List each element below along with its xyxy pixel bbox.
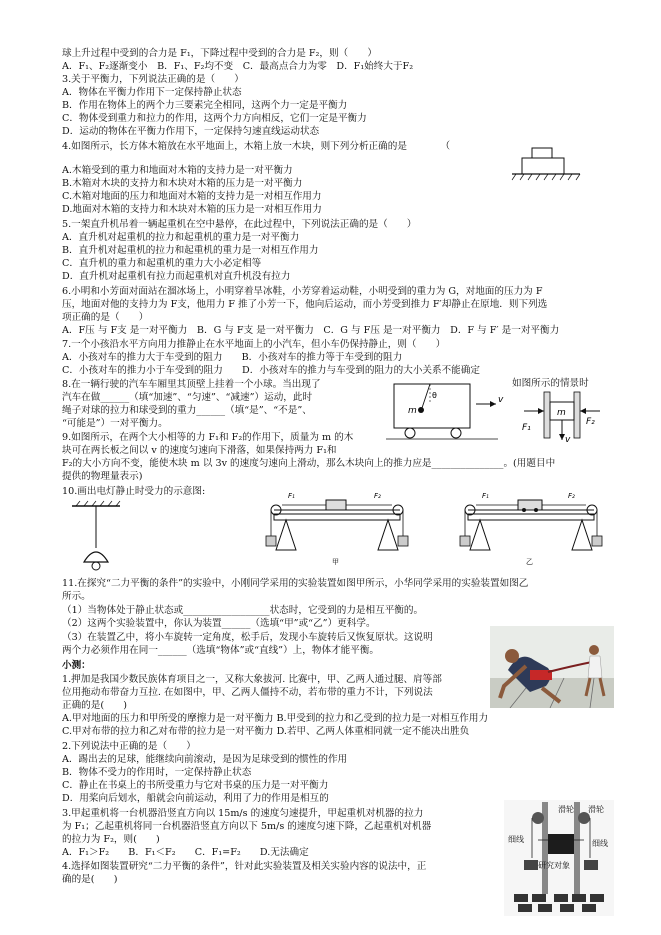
jia-f2-label: F₂	[374, 492, 381, 500]
q6-options: A．F压 与 F支 是一对平衡力 B．G 与 F支 是一对平衡力 C．G 与 F压 是一对平衡力 D．F 与 F′ 是一对平衡力	[62, 325, 560, 336]
quiz-q2-option-c: C．静止在书桌上的书所受重力与它对书桌的压力是一对平衡力	[62, 780, 329, 791]
q3-option-a: A．物体在平衡力作用下一定保持静止状态	[62, 87, 242, 98]
block-velocity-label: v	[565, 435, 571, 445]
car-pendulum-figure	[386, 380, 510, 442]
quiz-q3-stem-3: 的拉力为 F₂，则( )	[62, 834, 160, 845]
q4-stem: 4.如图所示，长方体木箱放在水平地面上，木箱上放一木块，则下列分析正确的是 （	[62, 141, 451, 152]
q6-stem-3: 项正确的是（ ）	[62, 312, 149, 323]
tug-of-war-photo	[490, 626, 614, 708]
quiz-q3-stem-1: 3.甲起重机将一台机器沿竖直方向以 15m/s 的速度匀速提升，甲起重机对机器的拉力	[62, 808, 424, 819]
q11-part-2: （2）这两个实验装置中，你认为装置______（选填“甲”或“乙”）更科学。	[62, 618, 376, 629]
q3-option-c: C．物体受到重力和拉力的作用，这两个力方向相反，它们一定是平衡力	[62, 113, 367, 124]
quiz-q1-options-cd: C.甲对布带的拉力和乙对布带的拉力是一对平衡力 D.若甲、乙两人体重相同就一定不能决出胜负	[62, 726, 470, 737]
car-ball-mass-label: m	[408, 406, 417, 416]
quiz-q1-stem-2: 位用拖动布带奋力互拉. 在如图中，甲、乙两人僵持不动，若布带的重力不计，下列说法	[62, 687, 433, 698]
q5-stem: 5.一架直升机吊着一辆起重机在空中悬停，在此过程中，下列说法正确的是（ ）	[62, 219, 417, 230]
rope-left-label: 细线	[508, 835, 524, 844]
q9-stem-4: 提供的物理量表示)	[62, 471, 143, 482]
quiz-q1-stem-3: 正确的是( )	[62, 700, 128, 711]
q3-stem: 3.关于平衡力，下列说法正确的是（ ）	[62, 74, 244, 85]
q4-option-c: C.木箱对地面的压力和地面对木箱的支持力是一对相互作用力	[62, 191, 322, 202]
quiz-q2-option-a: A．踢出去的足球，能继续向前滚动，是因为足球受到的惯性的作用	[62, 754, 348, 765]
q7-options-ab: A．小孩对车的推力大于车受到的阻力 B．小孩对车的推力等于车受到的阻力	[62, 352, 403, 363]
q4-option-d: D.地面对木箱的支持力和木块对木箱的压力是一对相互作用力	[62, 204, 322, 215]
two-force-apparatus-yi	[456, 488, 606, 568]
q5-option-b: B．直升机对起重机的拉力和起重机的重力是一对相互作用力	[62, 245, 319, 256]
q8-stem-2: 汽车在做______（填“加速”、“匀速”、“减速”）运动，此时	[62, 392, 313, 403]
q9-figure-caption: 如图所示的情景时	[512, 378, 589, 389]
quiz-q1-stem-1: 1.押加是我国少数民族体育项目之一，又称大象拔河. 比赛中，甲、乙两人通过腿、肩等部	[62, 674, 442, 685]
q11-part-3a: （3）在装置乙中，将小车旋转一定角度，松手后，发现小车旋转后又恢复原状。这说明	[62, 632, 433, 643]
q6-stem-1: 6.小明和小芳面对面站在溜冰场上，小明穿着旱冰鞋，小芳穿着运动鞋，小明受到的重力为 G，对地面的压力为 F	[62, 286, 543, 297]
quiz-q2-stem: 2.下列说法中正确的是（ ）	[62, 741, 196, 752]
q11-part-1: （1）当物体处于静止状态或__________________状态时，它受到的力是相互平衡的。	[62, 605, 424, 616]
car-velocity-label: v	[498, 395, 504, 405]
box-on-floor-figure	[510, 142, 582, 184]
rope-right-label: 细线	[592, 839, 608, 848]
apparatus-jia-label: 甲	[332, 558, 339, 566]
q8-stem-1: 8.在一辆行驶的汽车车厢里其顶壁上挂着一个小球。当出现了	[62, 379, 321, 390]
q11-part-3b: 两个力必须作用在同一______（选填“物体”或“直线”）上，物体才能平衡。	[62, 645, 380, 656]
force-f2-label: F₂	[586, 417, 595, 427]
q5-option-d: D．直升机对起重机有拉力而起重机对直升机没有拉力	[62, 271, 291, 282]
quiz-q3-stem-2: 为 F₁；乙起重机将同一台机器沿竖直方向以下 5m/s 的速度匀速下降，乙起重机对机器	[62, 821, 432, 832]
quiz-heading: 小测：	[62, 660, 91, 671]
quiz-q1-options-ab: A.甲对地面的压力和甲所受的摩擦力是一对平衡力 B.甲受到的拉力和乙受到的拉力是一对相互作用力	[62, 713, 489, 724]
quiz-q3-options: A．F₁＞F₂ B．F₁＜F₂ C．F₁=F₂ D.无法确定	[62, 847, 309, 858]
block-between-boards-figure	[514, 390, 610, 446]
q4-option-a: A.木箱受到的重力和地面对木箱的支持力是一对平衡力	[62, 165, 293, 176]
jia-f1-label: F₁	[288, 492, 295, 500]
pulley-right-label: 滑轮	[588, 805, 604, 814]
q3-option-d: D．运动的物体在平衡力作用下，一定保持匀速直线运动状态	[62, 126, 320, 137]
q9-stem-1: 9.如图所示，在两个大小相等的力 F₁和 F₂的作用下，质量为 m 的木	[62, 432, 354, 443]
hanging-lamp-figure	[62, 500, 132, 578]
quiz-q2-option-d: D．用桨向后划水，船就会向前运动，利用了力的作用是相互的	[62, 793, 329, 804]
q11-stem-2: 所示。	[62, 591, 91, 602]
q6-stem-2: 压，地面对他的支持力为 F支，他用力 F 推了小芳一下，他向后运动，而小芳受到推力 F′却静止在原地．则下列选	[62, 299, 548, 310]
two-force-apparatus-jia	[262, 488, 412, 568]
q9-stem-2: 块可在两长板之间以 v 的速度匀速向下滑落，如果保持两力 F₁和	[62, 445, 337, 456]
q7-stem: 7.一个小孩沿水平方向用力推静止在水平地面上的小汽车，但小车仍保持静止，则（ ）	[62, 339, 446, 350]
q3-option-b: B．作用在物体上的两个力三要素完全相同，这两个力一定是平衡力	[62, 100, 348, 111]
research-object-label: 研究对象	[538, 861, 570, 870]
q7-options-cd: C．小孩对车的推力小于车受到的阻力 D．小孩对车的推力与车受到的阻力的大小关系不能确定	[62, 365, 480, 376]
q5-option-c: C．直升机的重力和起重机的重力大小必定相等	[62, 258, 262, 269]
block-mass-label: m	[557, 408, 566, 418]
q8-stem-4: “可能是”）一对平衡力。	[62, 418, 168, 429]
quiz-q2-option-b: B．物体不受力的作用时，一定保持静止状态	[62, 767, 252, 778]
force-f1-label: F₁	[522, 423, 531, 433]
quiz-q4-stem-2: 确的是( )	[62, 874, 118, 885]
pulley-left-label: 滑轮	[558, 805, 574, 814]
q8-stem-3: 绳子对球的拉力和球受到的重力______（填“是”、“不是”、	[62, 405, 312, 416]
q4-option-b: B.木箱对木块的支持力和木块对木箱的压力是一对平衡力	[62, 178, 303, 189]
yi-f2-label: F₂	[568, 492, 575, 500]
yi-f1-label: F₁	[482, 492, 489, 500]
q11-stem-1: 11.在探究“二力平衡的条件”的实验中，小刚同学采用的实验装置如图甲所示，小华同学采用的实验装置如图乙	[62, 578, 529, 589]
quiz-q4-stem-1: 4.选择如图装置研究“二力平衡的条件”，针对此实验装置及相关实验内容的说法中，正	[62, 861, 427, 872]
q2-stem-cont: 球上升过程中受到的合力是 F₁，下降过程中受到的合力是 F₂，则（ ）	[62, 48, 377, 59]
q5-option-a: A．直升机对起重机的拉力和起重机的重力是一对平衡力	[62, 232, 300, 243]
pulley-card-apparatus-figure	[504, 800, 614, 916]
q2-options: A．F₁、F₂逐渐变小 B．F₁、F₂均不变 C．最高点合力为零 D．F₁始终大于F₂	[62, 61, 414, 72]
q9-stem-3: F₂的大小方向不变，能使木块 m 以 3v 的速度匀速向上滑动，那么木块向上的推力应是_______________。(用题目中	[62, 458, 556, 469]
car-angle-label: θ	[432, 391, 437, 400]
q10-stem: 10.画出电灯静止时受力的示意图:	[62, 486, 206, 497]
apparatus-yi-label: 乙	[526, 558, 533, 566]
